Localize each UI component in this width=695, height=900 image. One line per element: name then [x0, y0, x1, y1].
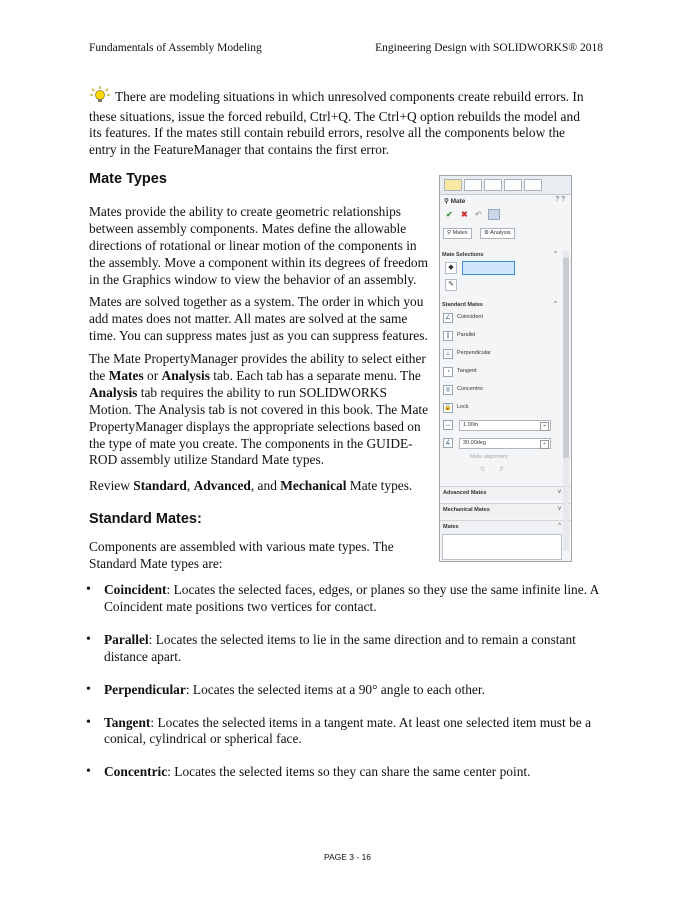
- paragraph-mates-intro: Mates provide the ability to create geometric relationships between assembly components. Mates define the allowable directions of rotational or linear motion of the components in the assembly. Move a component within its degrees of freedom in the Graphics window to view the behavior of an assembly.: [89, 204, 429, 287]
- list-item: • Coincident: Locates the selected faces, edges, or planes so they use the same infinite line. A Coincident mate positions two vertices for contact.: [82, 582, 602, 616]
- pin-icon[interactable]: [488, 209, 500, 220]
- selection-icon: ◆: [445, 262, 457, 274]
- distance-input[interactable]: 1.00in ÷: [459, 420, 551, 431]
- list-item: • Tangent: Locates the selected items in a tangent mate. At least one selected item must be a conical, cylindrical or spherical face.: [82, 715, 602, 749]
- list-item: • Parallel: Locates the selected items to lie in the same direction and to remain a constant distance apart.: [82, 632, 602, 666]
- paragraph-review: Review Standard, Advanced, and Mechanical Mate types.: [89, 478, 413, 493]
- perpendicular-icon: ⊥: [443, 349, 453, 359]
- paragraph-property-manager: The Mate PropertyManager provides the ability to select either the Mates or Analysis tab. Each tab has a separate menu. The Analysis tab requires the ability to run SOLIDWORKS Motion. The Analysis tab is not covered in this book. The Mate PropertyManager displays the appropriate selections based on the type of mate you create. The components in the GUIDE-ROD assembly utilize Standard Mate types.: [89, 351, 429, 468]
- angle-row: [443, 438, 553, 450]
- list-item: • Perpendicular: Locates the selected items at a 90° angle to each other.: [82, 682, 602, 699]
- pin-selection-icon[interactable]: ✎: [445, 279, 457, 291]
- distance-icon: ↔: [445, 422, 451, 428]
- mate-alignment-label: Mate alignment:: [470, 454, 510, 460]
- mates-list-box[interactable]: [442, 534, 562, 560]
- running-header-left: Fundamentals of Assembly Modeling: [89, 42, 262, 54]
- help-icon[interactable]: ? ?: [555, 196, 565, 203]
- lock-icon: 🔒: [444, 405, 452, 411]
- list-item: • Concentric: Locates the selected items so they can share the same center point.: [82, 764, 602, 781]
- concentric-icon: ◎: [443, 385, 453, 395]
- tab-analysis[interactable]: ⚙ Analysis: [480, 228, 515, 239]
- display-manager-tab-icon[interactable]: [524, 179, 542, 191]
- coincident-icon: ∠: [443, 313, 453, 323]
- expand-icon: v: [558, 506, 561, 512]
- group-standard-mates[interactable]: Standard Mates: [442, 302, 483, 308]
- pm-title: ⚲ Mate: [444, 198, 466, 205]
- spin-arrows-icon[interactable]: ÷: [540, 440, 549, 449]
- dimxpert-tab-icon[interactable]: [504, 179, 522, 191]
- running-header-right: Engineering Design with SOLIDWORKS® 2018: [375, 42, 603, 54]
- undo-icon[interactable]: ↶: [475, 210, 482, 219]
- tab-mates[interactable]: ⚲ Mates: [443, 228, 472, 239]
- configuration-manager-tab-icon[interactable]: [484, 179, 502, 191]
- group-mechanical-mates[interactable]: Mechanical Mates v: [440, 503, 571, 517]
- alignment-icons[interactable]: ⇅ ⇵: [480, 467, 510, 473]
- paragraph-standard-intro: Components are assembled with various mate types. The Standard Mate types are:: [89, 539, 394, 571]
- collapse-icon[interactable]: ^: [554, 301, 557, 307]
- spin-arrows-icon[interactable]: ÷: [540, 422, 549, 431]
- heading-standard-mates: Standard Mates:: [89, 511, 202, 527]
- heading-mate-types: Mate Types: [89, 171, 167, 187]
- standard-mate-list: [82, 582, 602, 797]
- expand-icon: v: [558, 489, 561, 495]
- distance-row: [443, 420, 553, 432]
- group-mate-selections[interactable]: Mate Selections: [442, 252, 484, 258]
- tip-note: [89, 86, 589, 158]
- scrollbar-thumb[interactable]: [563, 258, 569, 458]
- paragraph-mates-solved: Mates are solved together as a system. The order in which you add mates does not matter. All mates are solved at the same time. You can suppress mates just as you can suppress features.: [89, 294, 428, 343]
- group-mates[interactable]: Mates ^: [440, 520, 571, 534]
- mate-selections-box[interactable]: [462, 261, 515, 275]
- collapse-icon: ^: [558, 523, 561, 529]
- parallel-icon: ∥: [443, 331, 453, 341]
- collapse-icon[interactable]: ^: [554, 251, 557, 257]
- cancel-x-icon[interactable]: ✖: [461, 210, 468, 219]
- tangent-icon: ◔: [443, 367, 453, 377]
- manager-tab-bar: [440, 176, 571, 195]
- angle-input[interactable]: 30.00deg ÷: [459, 438, 551, 449]
- feature-manager-tab-icon[interactable]: [444, 179, 462, 191]
- property-manager-tab-icon[interactable]: [464, 179, 482, 191]
- tip-text: There are modeling situations in which unresolved components create rebuild errors. In these situations, issue the forced rebuild, Ctrl+Q. The Ctrl+Q option rebuilds the model and its features. If the mates still contain rebuild errors, resolve all the components below the entry in the FeatureManager that contains the first error.: [89, 89, 584, 157]
- ok-check-icon[interactable]: ✔: [446, 210, 453, 219]
- angle-icon: ∡: [443, 438, 453, 448]
- lightbulb-icon: [89, 86, 111, 109]
- mate-property-manager: ⚲ Mate ? ? ✔ ✖ ↶ ⚲ Mates ⚙ Analysis Mate Selections ^ ◆ ✎ Standard Mates ^ ∠ Coincident ∥ Parallel ⊥ Perpendicular ◔ Tangent ◎ Concentric 🔒 Lock ↔ 1.00in ÷ ∡ 30.00deg ÷ Mate alignment: ⇅ ⇵ Advanced Mates v Mechanical Mates v Mates ^: [439, 175, 572, 562]
- group-advanced-mates[interactable]: Advanced Mates v: [440, 486, 571, 500]
- page-number: PAGE 3 - 16: [323, 852, 372, 862]
